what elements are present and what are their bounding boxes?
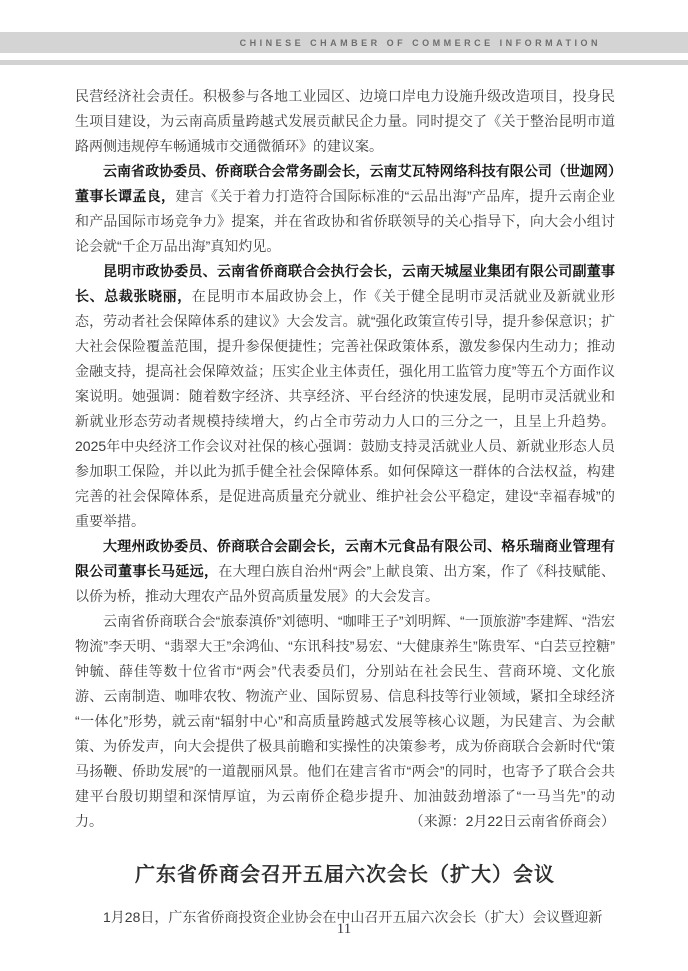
header-rule	[0, 60, 688, 65]
paragraph-text: 建言《关于着力打造符合国际标准的“云品出海”产品库，提升云南企业和产品国际市场竞争力》提案，并在省政协和省侨联领导的关心指导下，向大会小组讨论会就“千企万品出海”真知灼见。	[75, 188, 616, 254]
paragraph-lead: 大理州政协委员、侨商联合会副会长，云南木元食品有限公司、格乐瑞商业管理有限公司董事长马延远，	[75, 538, 615, 579]
paragraph-tan-mengliang	[75, 159, 615, 259]
paragraph-lead: 云南省政协委员、侨商联合会常务副会长，云南艾瓦特网络科技有限公司（世迦网）董事长谭孟良，	[75, 163, 615, 204]
header-band	[0, 32, 688, 53]
source-note: （来源：2月22日云南省侨商会）	[409, 813, 615, 829]
section-title: 广东省侨商会召开五届六次会长（扩大）会议	[135, 864, 555, 886]
paragraph-text: 民营经济社会责任。积极参与各地工业园区、边境口岸电力设施升级改造项目，投身民生项目建设，为云南高质量跨越式发展贡献民企力量。同时提交了《关于整治昆明市道路两侧违规停车畅通城市交通微循环》的建议案。	[75, 88, 615, 154]
paragraph-delegates	[75, 609, 615, 834]
section-intro: 1月28日，广东省侨商投资企业协会在中山召开五届六次会长（扩大）会议暨迎新	[103, 909, 603, 925]
paragraph-text: 在大理白族自治州“两会”上献良策、出方案，作了《科技赋能、以侨为桥，推动大理农产品外贸高质量发展》的大会发言。	[75, 563, 616, 604]
paragraph-zhang-xiaoli	[75, 259, 615, 534]
paragraph-continuation	[75, 84, 615, 159]
paragraph-text: 在昆明市本届政协会上，作《关于健全昆明市灵活就业及新就业形态，劳动者社会保障体系的建议》大会发言。就“强化政策宣传引导，提升参保意识；扩大社会保险覆盖范围，提升参保便捷性；完善社保政策体系，激发参保内生动力；推动金融支持，提高社会保障效益；压实企业主体责任，强化用工监管力度”等五个方面作议案说明。她强调：随着数字经济、共享经济、平台经济的快速发展，昆明市灵活就业和新就业形态劳动者规模持续增大，约占全市劳动力人口的三分之一，且呈上升趋势。2025年中央经济工作会议对社保的核心强调：鼓励支持灵活就业人员、新就业形态人员参加职工保险，并以此为抓手健全社会保障体系。如何保障这一群体的合法权益，构建完善的社会保障体系，是促进高质量充分就业、维护社会公平稳定，建设“幸福春城”的重要举措。	[75, 288, 616, 529]
paragraph-lead: 昆明市政协委员、云南省侨商联合会执行会长，云南天城屋业集团有限公司副董事长、总裁张晓丽，	[75, 263, 615, 304]
header-band-text: CHINESE CHAMBER OF COMMERCE INFORMATION	[239, 37, 601, 48]
paragraph-text: 云南省侨商联合会“旅泰滇侨”刘德明、“咖啡王子”刘明辉、“一顶旅游”李建辉、“浩宏物流”李天明、“翡翠大王”余鸿仙、“东讯科技”易宏、“大健康养生”陈贵军、“白芸豆控糖”钟毓、薛佳等数十位省市“两会”代表委员们，分别站在社会民生、营商环境、文化旅游、云南制造、咖啡农牧、物流产业、国际贸易、信息科技等行业领域，紧扣全球经济“一体化”形势，就云南“辐射中心”和高质量跨越式发展等核心议题，为民建言、为会献策、为侨发声，向大会提供了极具前瞻和实操性的决策参考，成为侨商联合会新时代“策马扬鞭、侨助发展”的一道靓丽风景。他们在建言省市“两会”的同时，也寄予了联合会共建平台殷切期望和深情厚谊，为云南侨企稳步提升、加油鼓劲增添了“一马当先”的动力。	[75, 613, 615, 829]
page-number: 11	[336, 921, 352, 937]
article-body	[75, 84, 615, 930]
paragraph-ma-yanyuan	[75, 534, 615, 609]
